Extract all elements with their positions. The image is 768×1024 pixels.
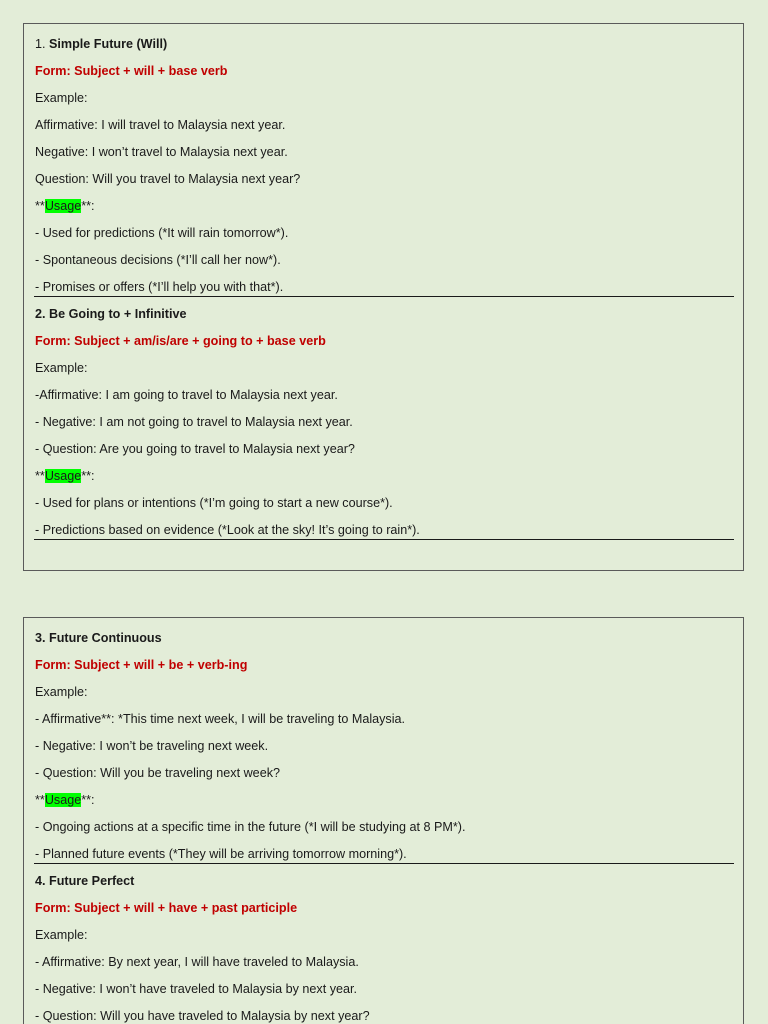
usage-highlight: Usage bbox=[44, 469, 82, 483]
example-label: Example: bbox=[35, 928, 88, 942]
usage-suffix: **: bbox=[81, 793, 95, 807]
section-title bbox=[35, 36, 167, 52]
form-rule: Form: Subject + am/is/are + going to + base verb bbox=[35, 334, 326, 348]
example-sentence: - Negative: I won’t have traveled to Malaysia by next year. bbox=[35, 982, 358, 996]
example-label: Example: bbox=[35, 685, 88, 699]
usage-item: - Used for predictions (*It will rain tomorrow*). bbox=[35, 226, 289, 240]
usage-item: - Ongoing actions at a specific time in the future (*I will be studying at 8 PM*). bbox=[35, 820, 466, 834]
usage-item: - Planned future events (*They will be arriving tomorrow morning*). bbox=[35, 847, 407, 861]
section-number: 1. bbox=[35, 37, 46, 51]
usage-suffix: **: bbox=[81, 469, 95, 483]
section-title bbox=[35, 306, 187, 322]
form-rule: Form: Subject + will + be + verb-ing bbox=[35, 658, 248, 672]
example-label: Example: bbox=[35, 361, 88, 375]
usage-prefix: ** bbox=[35, 469, 45, 483]
example-label: Example: bbox=[35, 91, 88, 105]
usage-heading bbox=[35, 792, 95, 808]
example-sentence: - Question: Are you going to travel to Malaysia next year? bbox=[35, 442, 355, 456]
section-divider bbox=[34, 863, 734, 864]
section-heading: 2. Be Going to + Infinitive bbox=[35, 307, 187, 321]
example-sentence: Question: Will you travel to Malaysia next year? bbox=[35, 172, 301, 186]
usage-item: - Used for plans or intentions (*I’m going to start a new course*). bbox=[35, 496, 393, 510]
section-divider bbox=[34, 539, 734, 540]
usage-prefix: ** bbox=[35, 199, 45, 213]
section-heading: 4. Future Perfect bbox=[35, 874, 135, 888]
example-sentence: - Affirmative**: *This time next week, I will be traveling to Malaysia. bbox=[35, 712, 406, 726]
usage-heading bbox=[35, 468, 95, 484]
usage-suffix: **: bbox=[81, 199, 95, 213]
section-heading: 3. Future Continuous bbox=[35, 631, 162, 645]
example-sentence: -Affirmative: I am going to travel to Malaysia next year. bbox=[35, 388, 338, 402]
section-heading: Simple Future (Will) bbox=[49, 37, 168, 51]
section-divider bbox=[34, 296, 734, 297]
grammar-box-1 bbox=[23, 23, 744, 571]
example-sentence: - Affirmative: By next year, I will have traveled to Malaysia. bbox=[35, 955, 359, 969]
example-sentence: Affirmative: I will travel to Malaysia next year. bbox=[35, 118, 286, 132]
example-sentence: - Question: Will you have traveled to Malaysia by next year? bbox=[35, 1009, 370, 1023]
usage-item: - Spontaneous decisions (*I’ll call her now*). bbox=[35, 253, 281, 267]
example-sentence: - Negative: I won’t be traveling next week. bbox=[35, 739, 269, 753]
usage-heading bbox=[35, 198, 95, 214]
usage-highlight: Usage bbox=[44, 199, 82, 213]
usage-prefix: ** bbox=[35, 793, 45, 807]
example-sentence: Negative: I won’t travel to Malaysia next year. bbox=[35, 145, 288, 159]
usage-item: - Promises or offers (*I’ll help you with that*). bbox=[35, 280, 284, 294]
example-sentence: - Question: Will you be traveling next week? bbox=[35, 766, 280, 780]
example-sentence: - Negative: I am not going to travel to Malaysia next year. bbox=[35, 415, 353, 429]
section-title bbox=[35, 873, 134, 889]
usage-item: - Predictions based on evidence (*Look at the sky! It’s going to rain*). bbox=[35, 523, 420, 537]
section-title bbox=[35, 630, 162, 646]
form-rule: Form: Subject + will + base verb bbox=[35, 64, 228, 78]
form-rule: Form: Subject + will + have + past participle bbox=[35, 901, 298, 915]
usage-highlight: Usage bbox=[44, 793, 82, 807]
grammar-box-2 bbox=[23, 617, 744, 1024]
